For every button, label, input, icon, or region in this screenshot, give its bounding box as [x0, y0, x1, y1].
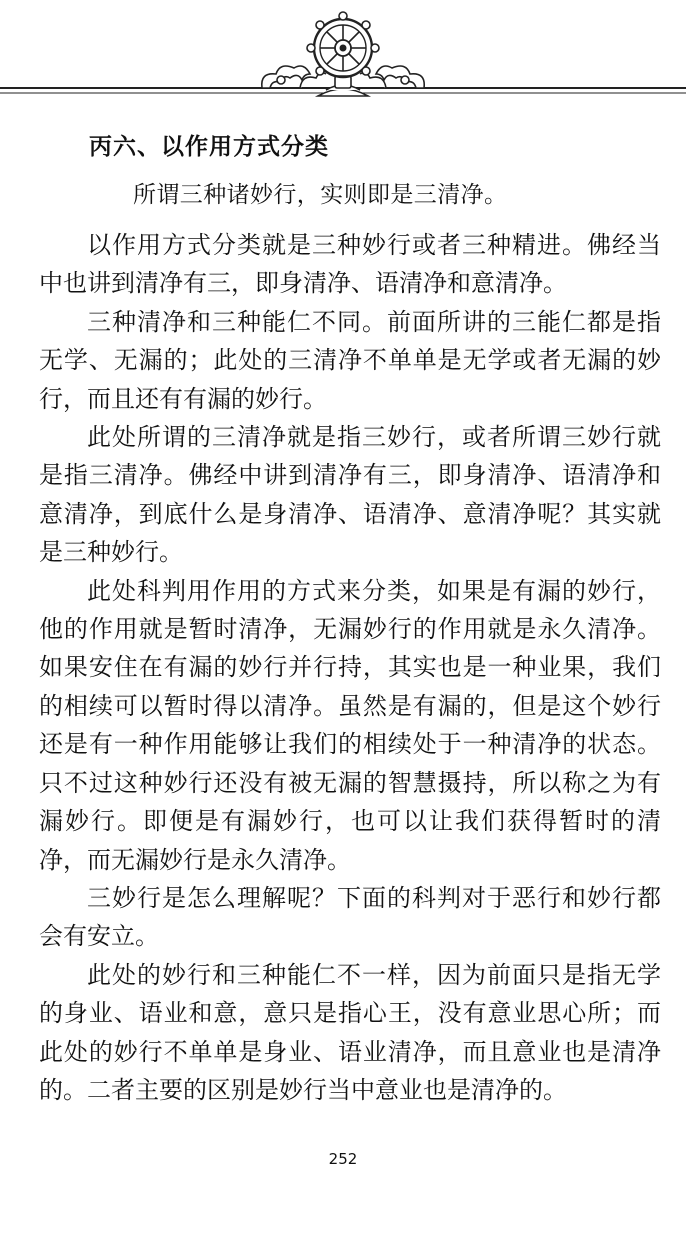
paragraph: 以作用方式分类就是三种妙行或者三种精进。佛经当中也讲到清净有三，即身清净、语清净和意清净。 [39, 231, 661, 298]
dharma-wheel-icon [0, 0, 686, 112]
page-header-ornament [0, 0, 686, 112]
section-heading: 丙六、以作用方式分类 [89, 134, 329, 160]
body-text [39, 226, 661, 1109]
paragraph: 三种清净和三种能仁不同。前面所讲的三能仁都是指无学、无漏的；此处的三清净不单单是无学或者无漏的妙行，而且还有有漏的妙行。 [39, 307, 661, 413]
page-number: 252 [328, 1150, 358, 1168]
paragraph: 此处的妙行和三种能仁不一样，因为前面只是指无学的身业、语业和意，意只是指心王，没有意业思心所；而此处的妙行不单单是身业、语业清净，而且意业也是清净的。二者主要的区别是妙行当中意业也是清净的。 [39, 960, 661, 1104]
paragraph: 三妙行是怎么理解呢？下面的科判对于恶行和妙行都会有安立。 [39, 883, 661, 951]
paragraph: 此处科判用作用的方式来分类，如果是有漏的妙行，他的作用就是暂时清净，无漏妙行的作用就是永久清净。如果安住在有漏的妙行并行持，其实也是一种业果，我们的相续可以暂时得以清净。虽然是有漏的，但是这个妙行还是有一种作用能够让我们的相续处于一种清净的状态。只不过这种妙行还没有被无漏的智慧摄持，所以称之为有漏妙行。即便是有漏妙行，也可以让我们获得暂时的清净，而无漏妙行是永久清净。 [39, 576, 661, 874]
verse-line: 所谓三种诸妙行，实则即是三清净。 [133, 182, 508, 208]
paragraph: 此处所谓的三清净就是指三妙行，或者所谓三妙行就是指三清净。佛经中讲到清净有三，即身清净、语清净和意清净，到底什么是身清净、语清净、意清净呢？其实就是三种妙行。 [39, 423, 661, 567]
